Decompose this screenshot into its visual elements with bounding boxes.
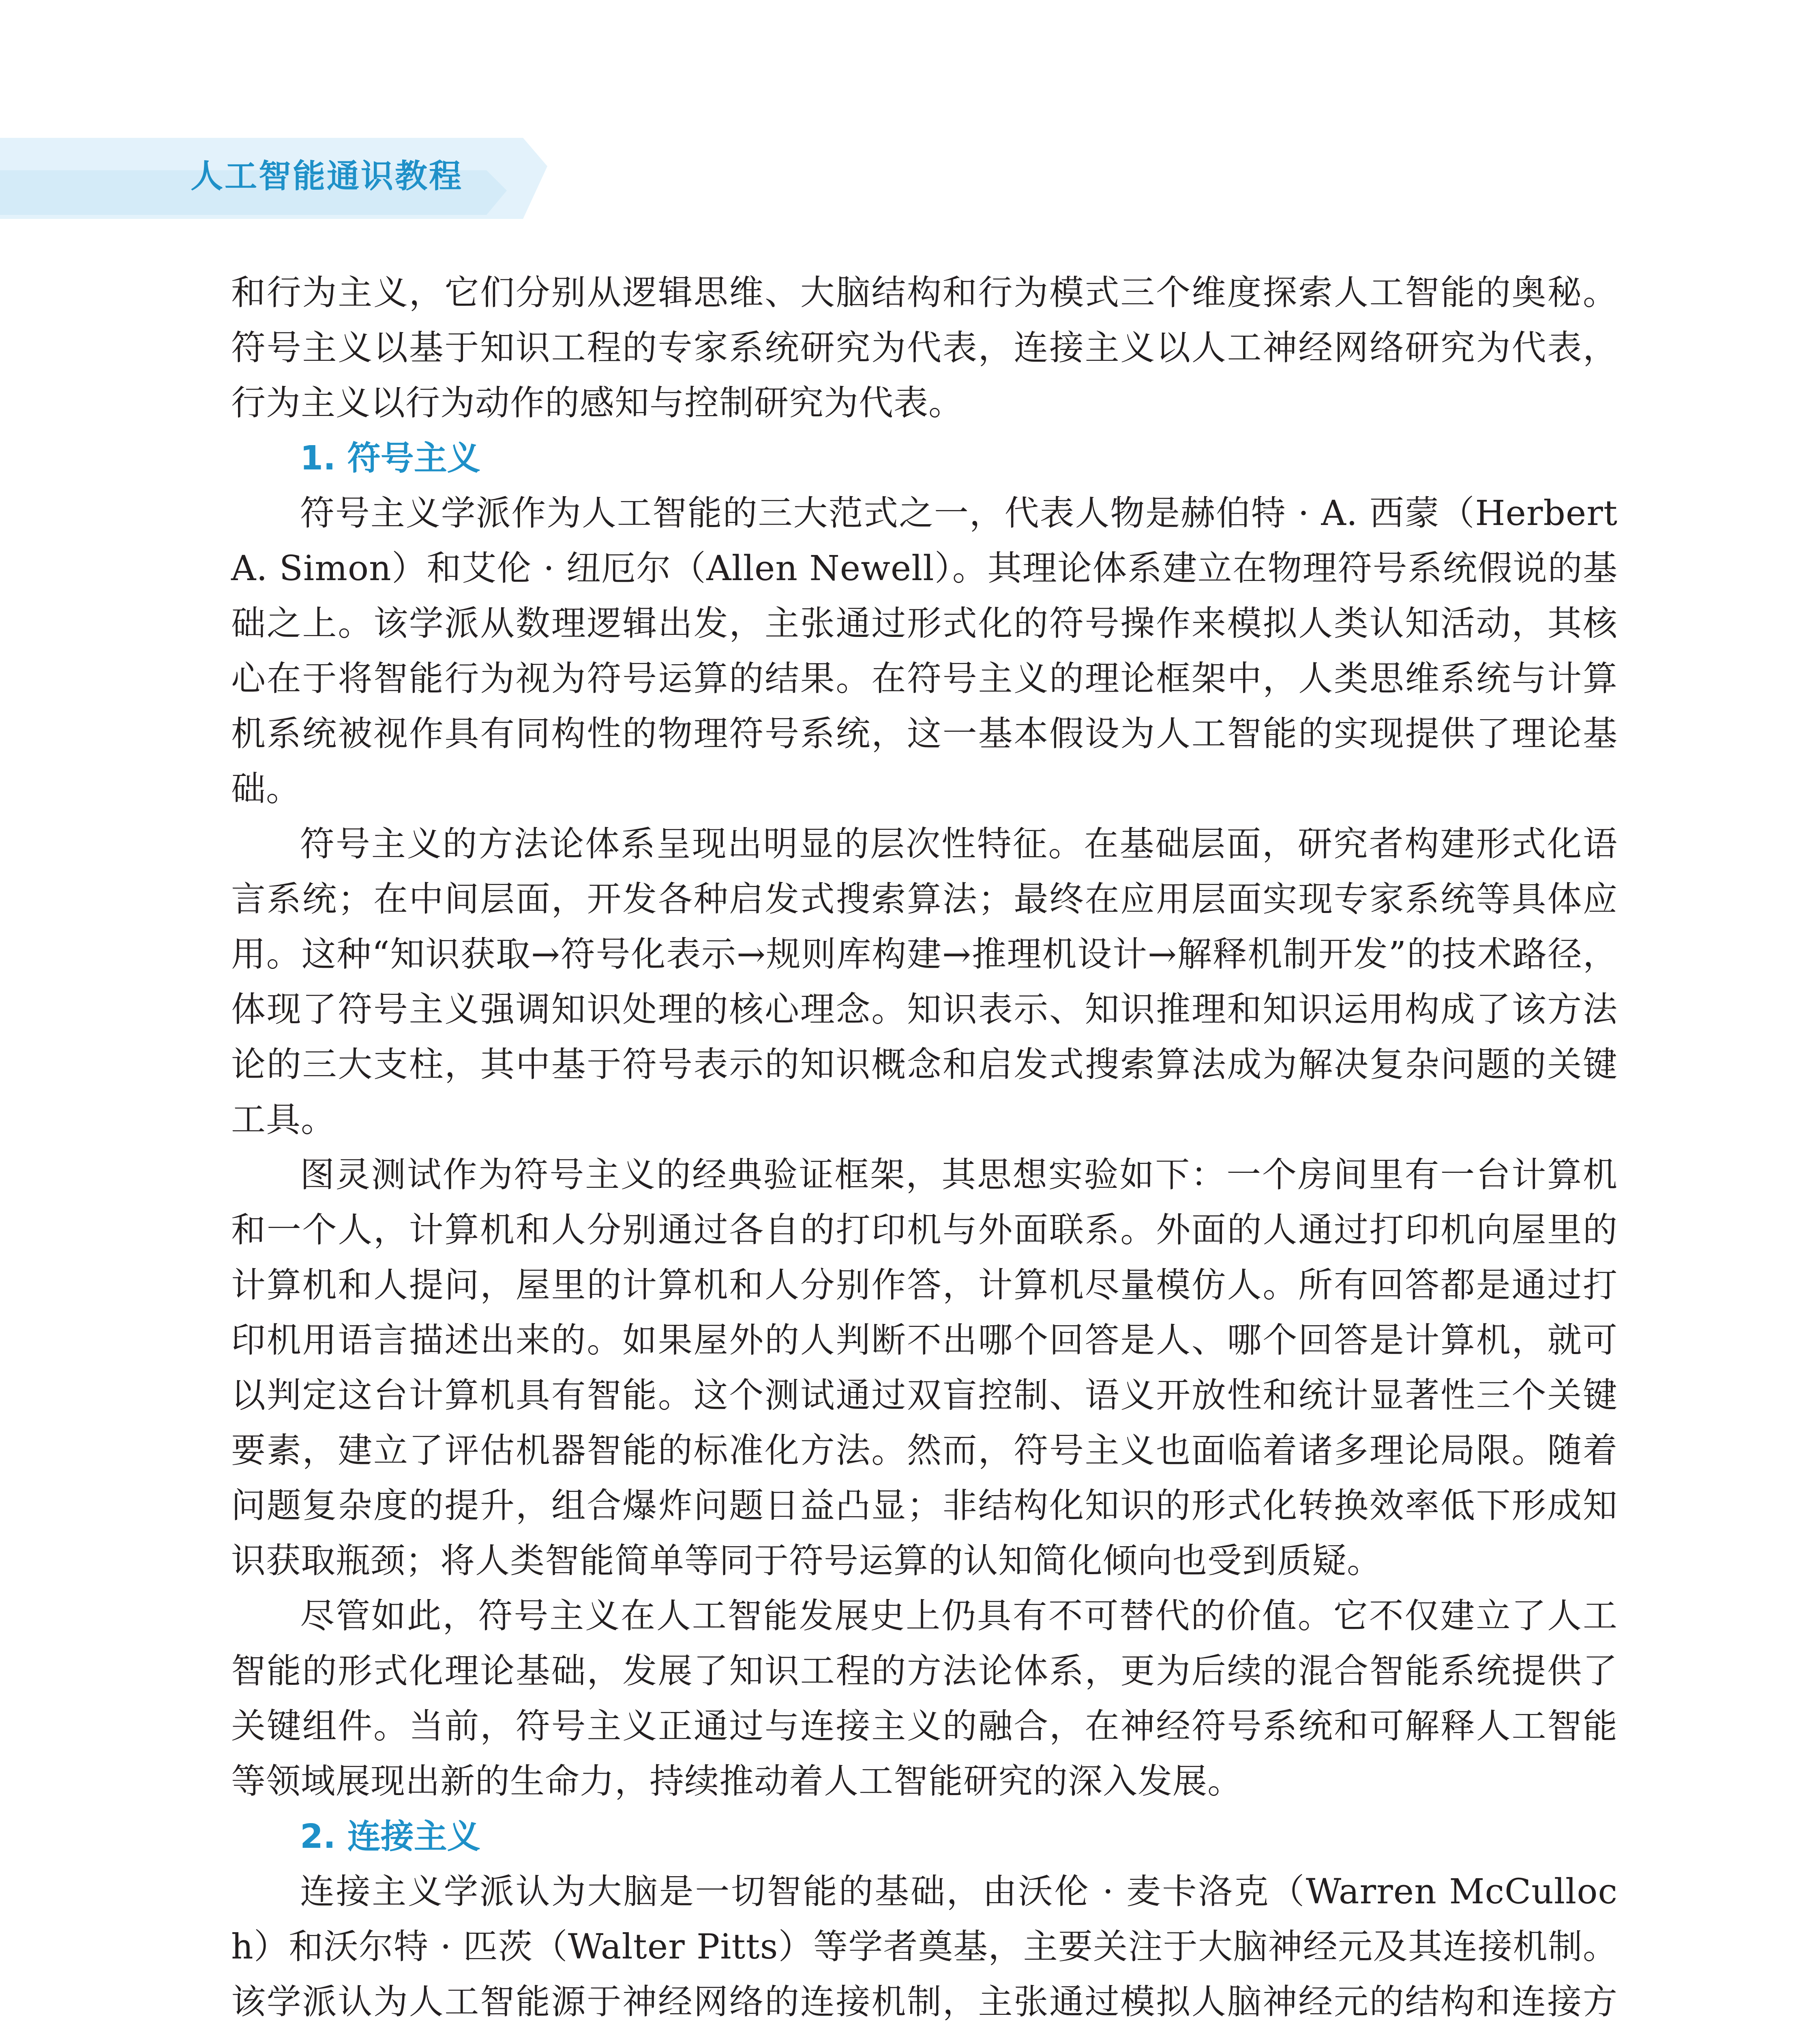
intro-paragraph: 和行为主义，它们分别从逻辑思维、大脑结构和行为模式三个维度探索人工智能的奥秘。符号主义以基于知识工程的专家系统研究为代表，连接主义以人工神经网络研究为代表，行为主义以行为动作的感知与控制研究为代表。: [231, 273, 1618, 423]
section-heading-symbolism: 1. 符号主义: [300, 439, 480, 478]
paragraph-symbolism-3: 图灵测试作为符号主义的经典验证框架，其思想实验如下：一个房间里有一台计算机和一个人，计算机和人分别通过各自的打印机与外面联系。外面的人通过打印机向屋里的计算机和人提问，屋里的计算机和人分别作答，计算机尽量模仿人。所有回答都是通过打印机用语言描述出来的。如果屋外的人判断不出哪个回答是人、哪个回答是计算机，就可以判定这台计算机具有智能。这个测试通过双盲控制、语义开放性和统计显著性三个关键要素，建立了评估机器智能的标准化方法。然而，符号主义也面临着诸多理论局限。随着问题复杂度的提升，组合爆炸问题日益凸显；非结构化知识的形式化转换效率低下形成知识获取瓶颈；将人类智能简单等同于符号运算的认知简化倾向也受到质疑。: [231, 1155, 1618, 1581]
paragraph-symbolism-4: 尽管如此，符号主义在人工智能发展史上仍具有不可替代的价值。它不仅建立了人工智能的形式化理论基础，发展了知识工程的方法论体系，更为后续的混合智能系统提供了关键组件。当前，符号主义正通过与连接主义的融合，在神经符号系统和可解释人工智能等领域展现出新的生命力，持续推动着人工智能研究的深入发展。: [231, 1596, 1618, 1802]
book-title: 人工智能通识教程: [191, 157, 463, 195]
paragraph-symbolism-2: 符号主义的方法论体系呈现出明显的层次性特征。在基础层面，研究者构建形式化语言系统；在中间层面，开发各种启发式搜索算法；最终在应用层面实现专家系统等具体应用。这种“知识获取→符号化表示→规则库构建→推理机设计→解释机制开发”的技术路径，体现了符号主义强调知识处理的核心理念。知识表示、知识推理和知识运用构成了该方法论的三大支柱，其中基于符号表示的知识概念和启发式搜索算法成为解决复杂问题的关键工具。: [231, 824, 1618, 1140]
section-heading-connectionism: 2. 连接主义: [300, 1817, 480, 1856]
page-content: [231, 266, 1618, 2027]
paragraph-connectionism-1: 连接主义学派认为大脑是一切智能的基础，由沃伦 · 麦卡洛克（Warren McCulloch）和沃尔特 · 匹茨（Walter Pitts）等学者奠基，主要关注于大脑神经元及其连接机制。该学派认为人工智能源于神经网络的连接机制，主张通过模拟人脑神经元的结构和连接方: [231, 1872, 1618, 2022]
running-header: [0, 0, 1820, 227]
paragraph-symbolism-1: 符号主义学派作为人工智能的三大范式之一，代表人物是赫伯特 · A. 西蒙（Herbert A. Simon）和艾伦 · 纽厄尔（Allen Newell）。其理论体系建立在物理符号系统假说的基础之上。该学派从数理逻辑出发，主张通过形式化的符号操作来模拟人类认知活动，其核心在于将智能行为视为符号运算的结果。在符号主义的理论框架中，人类思维系统与计算机系统被视作具有同构性的物理符号系统，这一基本假设为人工智能的实现提供了理论基础。: [231, 493, 1618, 809]
